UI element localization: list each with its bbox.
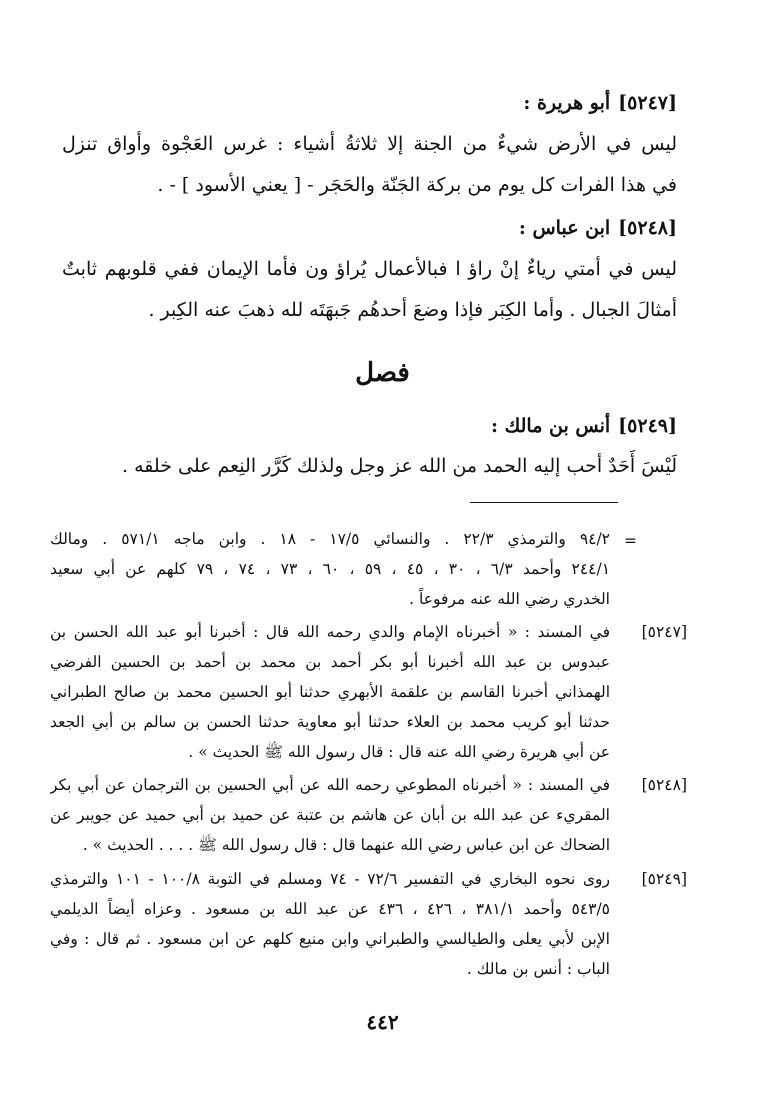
footnote-line: الهمذاني أخبرنا القاسم بن علقمة الأبهري حدثنا أبو الحسين محمد بن صالح الطبراني xyxy=(50,683,610,701)
entry-narrator: أنس بن مالك : xyxy=(491,415,611,437)
footnote-line: المقريء عن عبد الله بن أبان عن هاشم بن عتبة عن حميد بن أبي حميد عن جويبر عن xyxy=(50,806,610,824)
footnote-line: روى نحوه البخاري في التفسير ٧٢/٦ - ٧٤ ومسلم في التوبة ١٠٠/٨ - ١٠١ والترمذي xyxy=(50,870,610,888)
entry-heading-5249 xyxy=(491,415,677,437)
footnote-line: ٢٤٤/١ وأحمد ٦/٣ ، ٣٠ ، ٤٥ ، ٥٩ ، ٦٠ ، ٧٣ ، ٧٤ ، ٧٩ كلهم عن أبي سعيد xyxy=(50,560,610,578)
entry-number: [٥٢٤٧] xyxy=(618,92,677,114)
footnote-mark: [٥٢٤٧] xyxy=(641,623,687,641)
entry-narrator: أبو هريرة : xyxy=(523,92,611,114)
footnote-line: في المسند : « أخبرناه الإمام والدي رحمه الله قال : أخبرنا أبو عبد الله الحسن بن xyxy=(50,623,610,641)
entry-heading-5247 xyxy=(523,92,677,114)
entry-number: [٥٢٤٨] xyxy=(618,217,677,239)
entry-narrator: ابن عباس : xyxy=(518,217,611,239)
footnote-line: الباب : أنس بن مالك . xyxy=(466,960,610,978)
entry-text-line: ليس في الأرض شيءٌ من الجنة إلا ثلاثةُ أشياء : غرس العَجْوة وأواق تنزل xyxy=(62,133,677,155)
footnote-line: الإبن لأبي يعلى والطيالسي والطبراني وابن منيع كلهم عن ابن مسعود . ثم قال : وفي xyxy=(50,930,610,948)
footnote-line: ٥٤٣/٥ وأحمد ٣٨١/١ ، ٤٢٦ ، ٤٣٦ عن عبد الله بن مسعود . وعزاه أيضاً الديلمي xyxy=(50,900,610,918)
footnote-line: في المسند : « أخبرناه المطوعي رحمه الله عن أبي الحسين بن الترجمان عن أبي بكر xyxy=(50,776,610,794)
entry-text-line: في هذا الفرات كل يوم من بركة الجَنّة والحَجَر - [ يعني الأسود ] - . xyxy=(157,174,677,196)
footnote-mark: = xyxy=(624,532,637,550)
footnote-mark: [٥٢٤٨] xyxy=(641,776,687,794)
footnote-line: عن أبي هريرة رضي الله عنه قال : قال رسول الله ﷺ الحديث » . xyxy=(188,743,610,761)
footnote-line: الخدري رضي الله عنه مرفوعاً . xyxy=(409,590,610,608)
footnote-line: حدثنا أبو كريب محمد بن العلاء حدثنا أبو معاوية حدثنا الحسن بن سالم بن أبي الجعد xyxy=(50,713,610,731)
footnote-line: ٩٤/٢ والترمذي ٢٢/٣ . والنسائي ١٧/٥ - ١٨ . وابن ماجه ٥٧١/١ . ومالك xyxy=(50,530,610,548)
entry-text-line: أمثالَ الجبال . وأما الكِبَر فإذا وضعَ أحدهُم جَبهَتَه لله ذهبَ عنه الكِبر . xyxy=(148,299,677,321)
footnote-separator xyxy=(470,502,618,503)
section-title: فصل xyxy=(355,358,410,388)
entry-text-line: ليس في أمتي رياءٌ إنْ راؤ ا فبالأعمال يُراؤ ون فأما الإيمان ففي قلوبهم ثابتٌ xyxy=(62,258,677,280)
footnote-mark: [٥٢٤٩] xyxy=(641,870,687,888)
footnote-line: عبدوس بن عبد الله أخبرنا أبو بكر أحمد بن محمد بن أحمد بن الحسين الفرضي xyxy=(50,653,610,671)
footnote-line: الضحاك عن ابن عباس رضي الله عنهما قال : قال رسول الله ﷺ . . . . الحديث » . xyxy=(82,836,610,854)
entry-text-line: لَيْسَ أَحَدٌ أحب إليه الحمد من الله عز وجل ولذلك كَرَّر النِعم على خلقه . xyxy=(122,455,677,477)
entry-number: [٥٢٤٩] xyxy=(618,415,677,437)
page-number: ٤٤٢ xyxy=(366,1010,399,1034)
entry-heading-5248 xyxy=(519,217,677,239)
